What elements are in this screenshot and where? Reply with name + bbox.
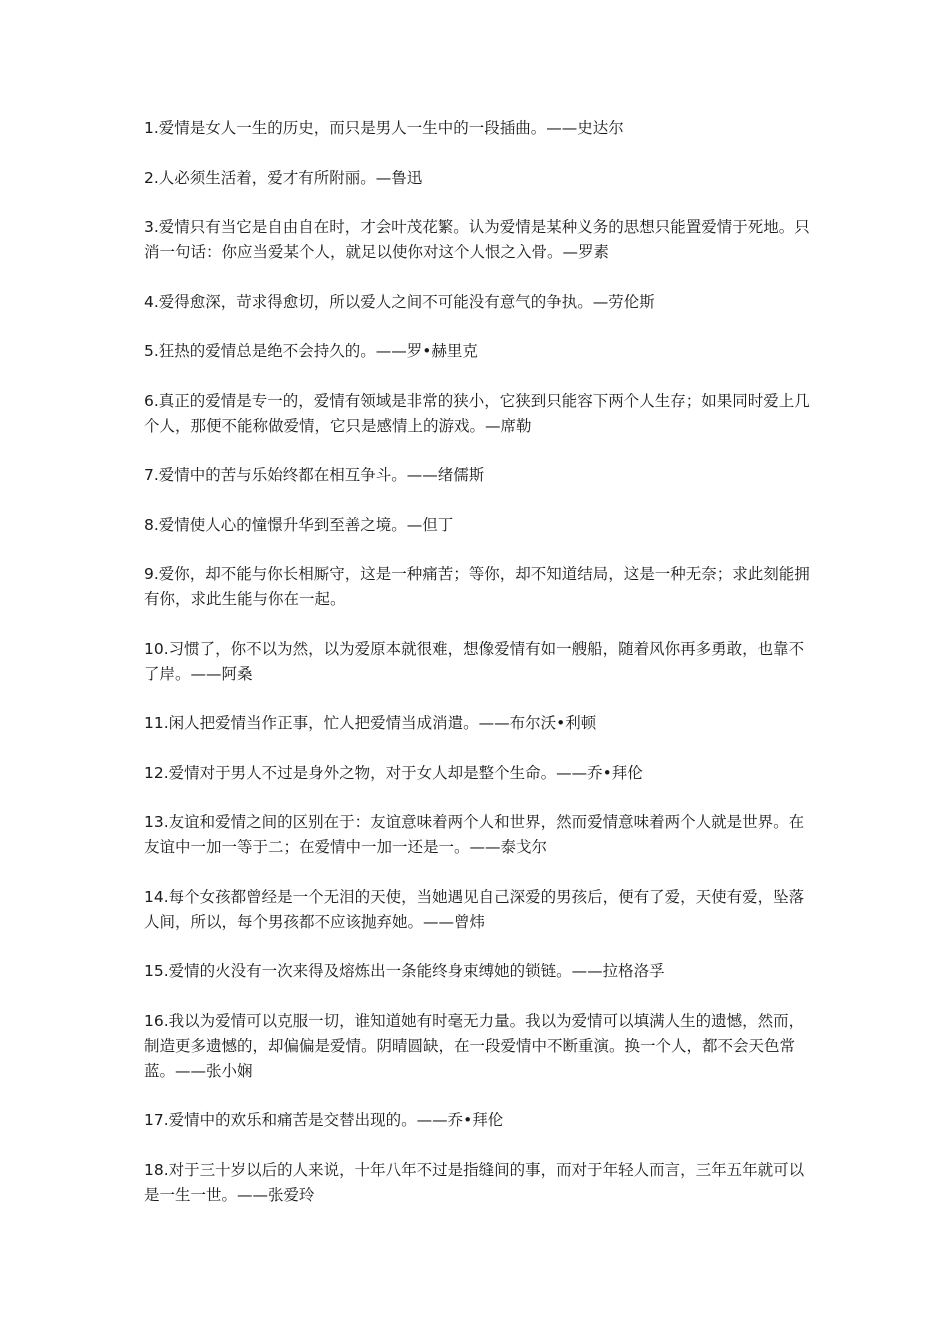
quote-paragraph: 16.我以为爱情可以克服一切，谁知道她有时毫无力量。我以为爱情可以填满人生的遗憾，然而，制造更多遗憾的，却偏偏是爱情。阴晴圆缺，在一段爱情中不断重演。换一个人，都不会天色常蓝。——张小娴 — [144, 1011, 805, 1080]
quote-paragraph: 1.爱情是女人一生的历史，而只是男人一生中的一段插曲。——史达尔 — [144, 119, 624, 137]
quote-paragraph: 12.爱情对于男人不过是身外之物，对于女人却是整个生命。——乔•拜伦 — [144, 763, 643, 782]
quote-paragraph: 11.闲人把爱情当作正事，忙人把爱情当成消遣。——布尔沃•利顿 — [144, 714, 597, 732]
quote-paragraph: 15.爱情的火没有一次来得及熔炼出一条能终身束缚她的锁链。——拉格洛孚 — [144, 962, 665, 980]
quote-paragraph: 8.爱情使人心的憧憬升华到至善之境。—但丁 — [144, 515, 454, 534]
quote-paragraph: 6.真正的爱情是专一的，爱情有领域是非常的狭小，它狭到只能容下两个人生存；如果同时爱上几个人，那便不能称做爱情，它只是感情上的游戏。—席勒 — [144, 391, 810, 435]
quote-paragraph: 7.爱情中的苦与乐始终都在相互争斗。——绪儒斯 — [144, 466, 485, 484]
quote-paragraph: 4.爱得愈深，苛求得愈切，所以爱人之间不可能没有意气的争执。—劳伦斯 — [144, 292, 655, 311]
quote-paragraph: 9.爱你，却不能与你长相厮守，这是一种痛苦；等你，却不知道结局，这是一种无奈；求此刻能拥有你，求此生能与你在一起。 — [144, 565, 810, 608]
quote-paragraph: 13.友谊和爱情之间的区别在于：友谊意味着两个人和世界，然而爱情意味着两个人就是世界。在友谊中一加一等于二；在爱情中一加一还是一。——泰戈尔 — [144, 813, 805, 856]
quote-paragraph: 2.人必须生活着，爱才有所附丽。—鲁迅 — [144, 168, 423, 187]
document-body — [144, 116, 816, 1232]
quote-paragraph: 14.每个女孩都曾经是一个无泪的天使，当她遇见自己深爱的男孩后，便有了爱，天使有爱，坠落人间，所以，每个男孩都不应该抛弃她。——曾炜 — [144, 887, 805, 931]
quote-paragraph: 5.狂热的爱情总是绝不会持久的。——罗•赫里克 — [144, 342, 478, 360]
quote-paragraph: 17.爱情中的欢乐和痛苦是交替出现的。——乔•拜伦 — [144, 1111, 504, 1129]
quote-paragraph: 18.对于三十岁以后的人来说，十年八年不过是指缝间的事，而对于年轻人而言，三年五年就可以是一生一世。——张爱玲 — [144, 1160, 805, 1204]
quote-paragraph: 3.爱情只有当它是自由自在时，才会叶茂花繁。认为爱情是某种义务的思想只能置爱情于死地。只消一句话：你应当爱某个人，就足以使你对这个人恨之入骨。—罗素 — [144, 218, 810, 261]
quote-paragraph: 10.习惯了，你不以为然，以为爱原本就很难，想像爱情有如一艘船，随着风你再多勇敢，也靠不了岸。——阿桑 — [144, 639, 805, 683]
